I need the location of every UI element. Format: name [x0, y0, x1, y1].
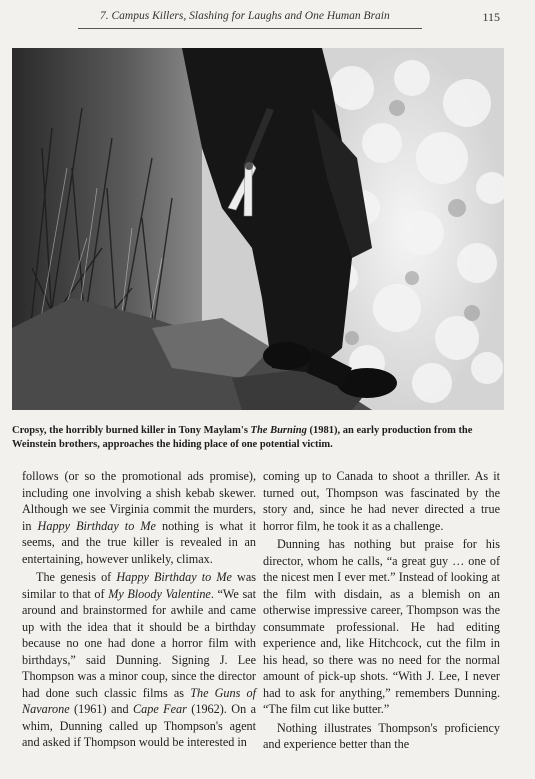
photo-caption	[12, 424, 512, 452]
left-paragraph-2: The genesis of Happy Birthday to Me was similar to that of My Bloody Valentine. “We sat around and brainstormed for awhile and came up with the idea that it should be a birthday because no one had done a horror film with birthdays,” said Dunning. Signing J. Lee Thompson was a minor coup, since the director had done such classic films as The Guns of Navarone (1961) and Cape Fear (1962). On a whim, Dunning called up Thompson's agent and asked if Thompson would be interested in	[22, 570, 257, 749]
page-number: 115	[482, 10, 500, 24]
caption-film-title: The Burning	[250, 425, 307, 436]
left-column	[22, 468, 256, 751]
right-paragraph-2: Dunning has nothing but praise for his director, whom he calls, “a great guy … one of the nicest men I ever met.” Instead of looking at the film with disdain, as a blemish on an otherwise impressive career, Thompson was the consummate professional. He had editing experience and, like Hitchcock, cut the film in his head, so there was no need for the normal amount of pick-up shots. “With J. Lee, I never had to ask for anything,” remembers Dunning. “The film cut like butter.”	[263, 537, 500, 716]
chapter-title: 7. Campus Killers, Slashing for Laughs and One Human Brain	[100, 10, 390, 22]
right-paragraph-3: Nothing illustrates Thompson's proficiency and experience better than the	[263, 720, 500, 751]
left-paragraph-1: follows (or so the promotional ads promise), including one involving a shish kebab skewer. Although we see Virginia commit the murders, in Happy Birthday to Me nothing is what it seems, and the true killer is revealed in an entertaining, however unlikely, climax.	[22, 469, 256, 566]
right-column	[263, 468, 500, 753]
film-still-photo	[12, 48, 504, 410]
caption-text-1: Cropsy, the horribly burned killer in Tony Maylam's	[12, 425, 251, 436]
right-paragraph-1: coming up to Canada to shoot a thriller. As it turned out, Thompson was fascinated by the story and, since he had never directed a true horror film, he took it as a challenge.	[263, 469, 500, 533]
header-rule	[78, 28, 422, 29]
caption-text-2: (1981), an early production from the Weinstein brothers, approaches the hiding place of one potential victim.	[12, 425, 473, 450]
film-still-illustration	[12, 48, 504, 410]
